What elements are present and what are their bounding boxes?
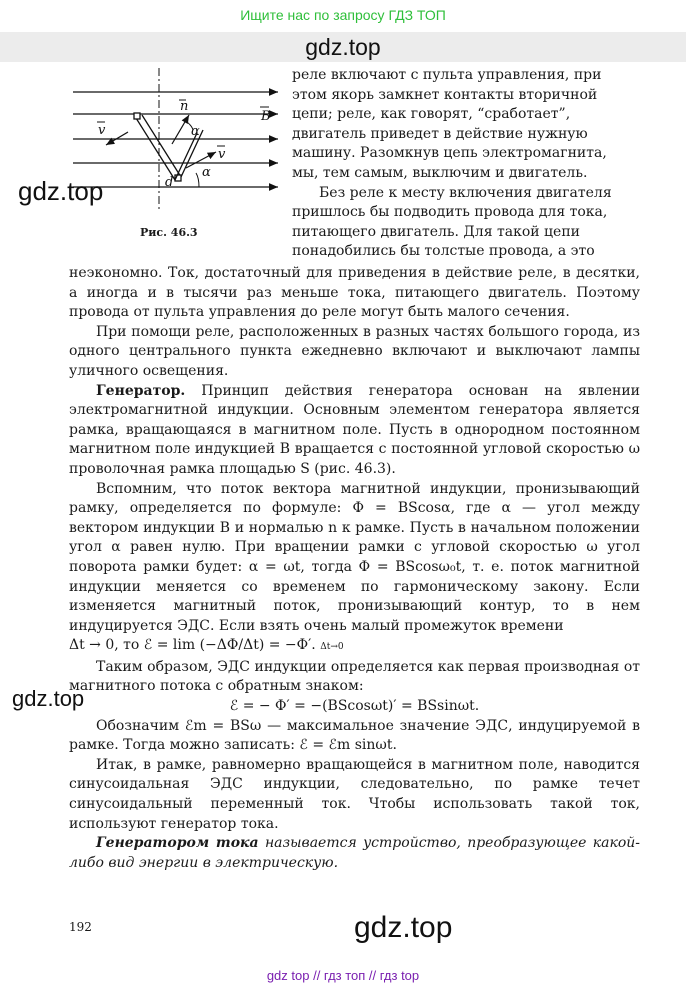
text-line: Без реле к месту включения двигателя bbox=[319, 184, 612, 201]
formula-2: ℰ = − Φ′ = −(BScosωt)′ = BSsinωt. bbox=[229, 698, 480, 715]
label-v-right: v bbox=[218, 147, 226, 162]
text-line: пришлось бы подводить провода для тока, bbox=[292, 204, 608, 221]
text-line: реле включают с пульта управления, при bbox=[292, 67, 602, 83]
paragraph: неэкономно. Ток, достаточный для приведения в действие реле, в десятки, а иногда и в тысячи раз меньше тока, питающего двигатель. Поэтому провода от пульта управления до реле могут быть малого сечения. bbox=[69, 265, 640, 321]
definition-term: Генератором тока bbox=[96, 835, 259, 852]
page-number: 192 bbox=[69, 920, 92, 934]
top-banner[interactable]: Ищите нас по запросу ГДЗ ТОП bbox=[240, 7, 446, 23]
label-alpha-top: α bbox=[191, 124, 200, 139]
generator-title: Генератор. bbox=[96, 382, 186, 399]
paragraph: Вспомним, что поток вектора магнитной индукции, пронизывающий рамку, определяется по формуле: Φ = BScosα, где α — угол между вектором индукции B и нормалью n к рамке. Пусть в начальном положении угол α равен нулю. При вращении рамки с угловой скоростью ω угол поворота рамки будет: α = ωt, тогда Φ = BScosω₀t, т. е. поток магнитной индукции меняется со временем по гармоническому закону. Если изменяется магнитный поток, пронизывающий контур, то в нем индуцируется ЭДС. Если взять очень малый промежуток времени bbox=[69, 480, 640, 634]
formula-1 bbox=[69, 636, 640, 658]
text-line: понадобились бы толстые провода, а это bbox=[292, 243, 595, 260]
text-line: мы, тем самым, выключим и двигатель. bbox=[292, 164, 588, 181]
text-line: машину. Разомкнув цепь электромагнита, bbox=[292, 145, 607, 162]
text-line: этом якорь замкнет контакты вторичной bbox=[292, 86, 598, 103]
paragraph: При помощи реле, расположенных в разных частях большого города, из одного центрального пункта ежедневно включают и выключают лампы уличного освещения. bbox=[69, 323, 640, 379]
watermark-bottom: gdz.top bbox=[354, 911, 453, 944]
paragraph-generator bbox=[69, 382, 640, 480]
watermark-left-2: gdz.top bbox=[12, 686, 85, 711]
text-line: цепи; реле, как говорят, “сработает”, bbox=[292, 106, 571, 123]
field-lines bbox=[73, 92, 278, 187]
label-d: d bbox=[165, 175, 174, 190]
paragraph: Таким образом, ЭДС индукции определяется как первая производная от магнитного потока с обратным знаком: bbox=[69, 658, 640, 695]
label-v-left: v bbox=[98, 123, 106, 138]
angle-arc-bottom bbox=[196, 173, 199, 187]
text-line: питающего двигатель. Для такой цепи bbox=[292, 223, 580, 240]
label-n: n bbox=[180, 99, 189, 114]
label-B: B bbox=[261, 109, 271, 124]
narrow-column bbox=[292, 66, 638, 262]
paragraph: Итак, в рамке, равномерно вращающейся в магнитном поле, наводится синусоидальная ЭДС индукции, следовательно, по рамке течет синусоидальный переменный ток. Чтобы использовать такой ток, используют генератор тока. bbox=[69, 756, 640, 832]
watermark-top: gdz.top bbox=[305, 34, 381, 60]
paragraph-definition bbox=[69, 834, 640, 873]
paragraph: Обозначим ℰm = BSω — максимальное значение ЭДС, индуцируемой в рамке. Тогда можно записать: ℰ = ℰm sinωt. bbox=[69, 717, 640, 754]
footer-links[interactable]: gdz top // гдз топ // гдз top bbox=[266, 968, 420, 983]
watermark-left-1: gdz.top bbox=[18, 176, 104, 206]
label-alpha-bottom: α bbox=[202, 165, 211, 180]
main-text bbox=[69, 264, 640, 873]
figure-caption: Рис. 46.3 bbox=[140, 226, 198, 239]
formula-1-text: Δt → 0, то ℰ = lim (−ΔΦ/Δt) = −Φ′. bbox=[69, 637, 316, 654]
generator-text: Принцип действия генератора основан на явлении электромагнитной индукции. Основным элементом генератора является рамка, вращающаяся в магнитном поле. Пусть в однородном постоянном магнитном поле индукцией B вращается с постоянной угловой скоростью ω проволочная рамка площадью S (рис. 46.3). bbox=[69, 382, 640, 477]
text-line: двигатель приведет в действие нужную bbox=[292, 125, 588, 142]
velocity-right bbox=[186, 152, 216, 168]
definition-text: называется устройство, преобразующее какой-либо вид энергии в электрическую. bbox=[69, 835, 640, 871]
formula-1-sub: Δt→0 bbox=[320, 642, 344, 653]
